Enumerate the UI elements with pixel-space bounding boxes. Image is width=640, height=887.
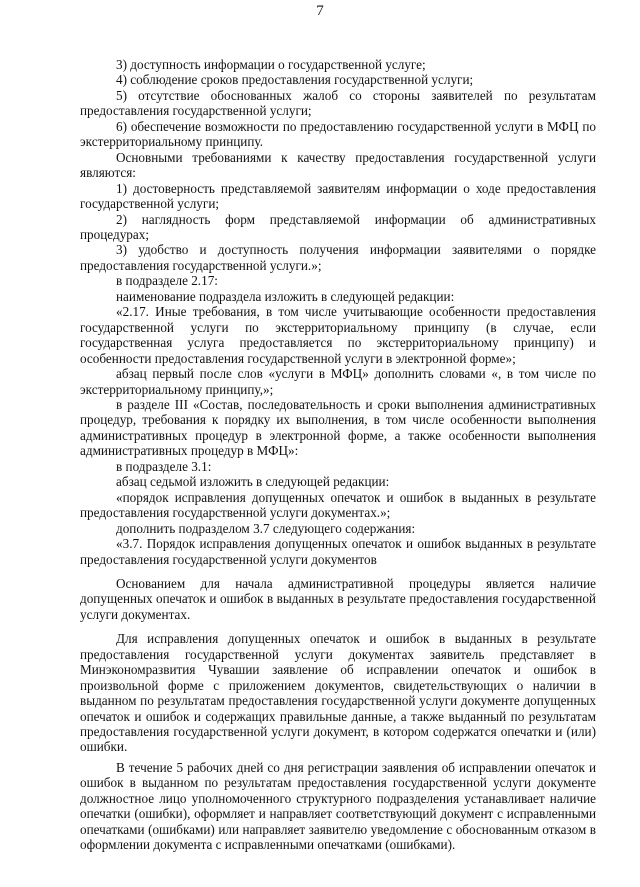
paragraph-subsection-3-1: в подразделе 3.1: (116, 458, 212, 474)
paragraph-item-5: 5) отсутствие обоснованных жалоб со стороны заявителей по результатам предоставления государственной услуги; (80, 87, 596, 119)
paragraph-item-6: 6) обеспечение возможности по предоставлению государственной услуги в МФЦ по экстерриториальному принципу. (80, 118, 596, 150)
paragraph-2-17-text: «2.17. Иные требования, в том числе учитывающие особенности предоставления государственной услуги по экстерриториальному принципу (в случае, если государственная услуга предоставляется по экстерриториальному принципу) и особенности предоставления государственной услуги в электронной форме»; (80, 304, 596, 366)
paragraph-section-3: в разделе III «Состав, последовательность и сроки выполнения административных процедур, требования к порядку их выполнения, в том числе особенности выполнения административных процедур в электронной форме, а также особенности выполнения административных процедур в МФЦ»: (80, 396, 596, 459)
paragraph-first-abzac: абзац первый после слов «услуги в МФЦ» дополнить словами «, в том числе по экстерриториальному принципу,»; (80, 366, 596, 397)
paragraph-five-days: В течение 5 рабочих дней со дня регистрации заявления об исправлении опечаток и ошибок в выданном по результатам предоставления государственной услуги документе должностное лицо уполномоченного структурного подразделения устанавливает наличие опечатки (ошибки), оформляет и направляет соответствующий документ с исправленными опечатками (ошибками) или направляет заявителю уведомление с обоснованным отказом в оформлении документа с исправленными опечатками (ошибками). (80, 759, 596, 853)
paragraph-correction-procedure: Для исправления допущенных опечаток и ошибок в выданных в результате предоставления государственной услуги документах заявитель представляет в Минэкономразвития Чувашии заявление об исправлении опечаток и ошибок в произвольной форме с приложением документов, свидетельствующих о наличии в выданном по результатам предоставления государственной услуги документе допущенных опечаток и ошибок и содержащих правильные данные, а также выданный по результатам предоставления государственной услуги документ, в котором содержатся опечатки и (или) ошибки. (80, 631, 596, 755)
paragraph-seventh-abzac: абзац седьмой изложить в следующей редакции: (116, 474, 390, 490)
page-number: 7 (316, 3, 324, 19)
paragraph-subsection-name: наименование подраздела изложить в следующей редакции: (116, 288, 455, 304)
paragraph-requirement-2: 2) наглядность форм представляемой информации об административных процедурах; (80, 211, 596, 242)
paragraph-item-4: 4) соблюдение сроков предоставления государственной услуги; (116, 72, 474, 88)
paragraph-grounds: Основанием для начала административной процедуры является наличие допущенных опечаток и ошибок в выданных в результате предоставления государственной услуги документах. (80, 575, 596, 622)
paragraph-requirement-1: 1) достоверность представляемой заявителям информации о ходе предоставления государственной услуги; (80, 180, 596, 212)
paragraph-3-7-title: «3.7. Порядок исправления допущенных опечаток и ошибок выданных в результате предоставления государственной услуги документов (80, 536, 596, 567)
paragraph-errors-order: «порядок исправления допущенных опечаток и ошибок в выданных в результате предоставления государственной услуги документах.»; (80, 489, 596, 521)
document-body (80, 57, 596, 853)
paragraph-quality-requirements: Основными требованиями к качеству предоставления государственной услуги являются: (80, 149, 596, 181)
paragraph-subsection-2-17: в подразделе 2.17: (116, 273, 218, 289)
paragraph-add-3-7: дополнить подразделом 3.7 следующего содержания: (116, 520, 416, 536)
paragraph-item-3: 3) доступность информации о государственной услуге; (116, 57, 426, 72)
paragraph-requirement-3: 3) удобство и доступность получения информации заявителями о порядке предоставления государственной услуги.»; (80, 242, 596, 273)
